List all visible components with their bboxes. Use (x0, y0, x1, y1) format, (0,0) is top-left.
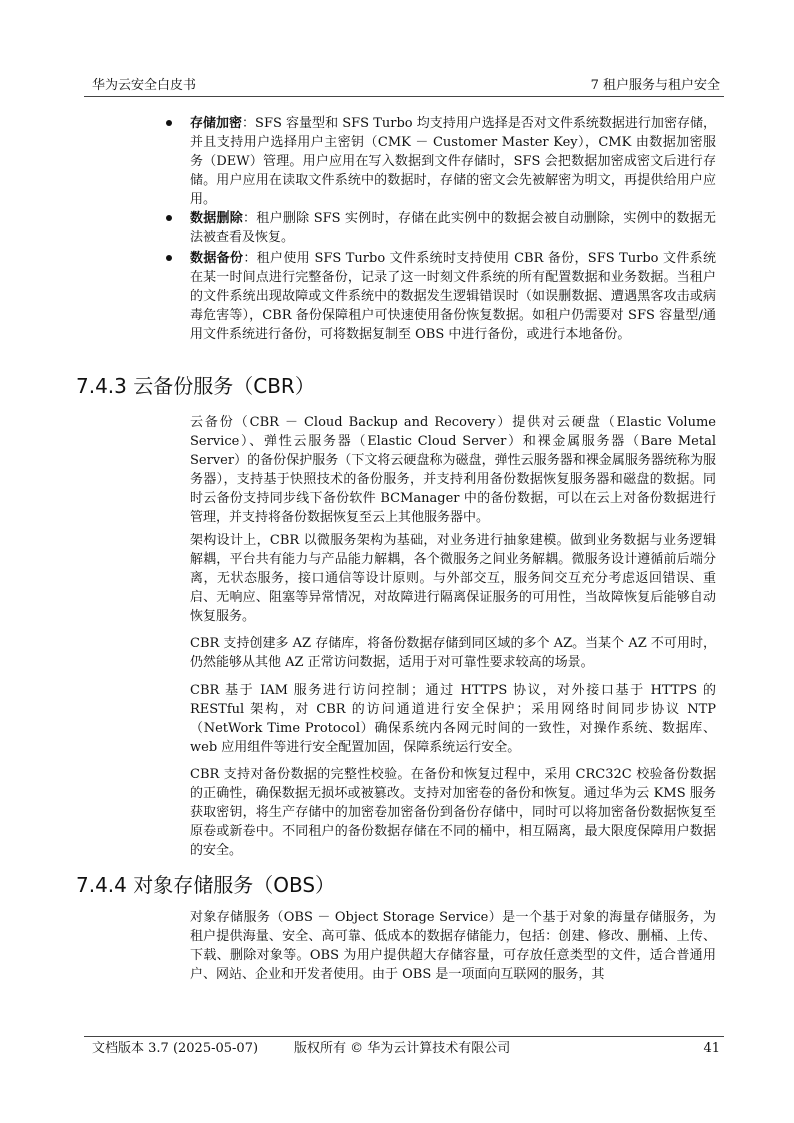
bullet-paragraph (190, 114, 716, 209)
bullet-text: ：SFS 容量型和 SFS Turbo 均支持用户选择是否对文件系统数据进行加密存储，并且支持用户选择用户主密钥（CMK － Customer Master Key），CMK 由数据加密服务（DEW）管理。用户应用在写入数据到文件存储时，SFS 会把数据加密成密文后进行存储。用户应用在读取文件系统中的数据时，存储的密文会先被解密为明文，再提供给用户应用。 (190, 116, 716, 207)
obs-paragraph-intro: 对象存储服务（OBS － Object Storage Service）是一个基于对象的海量存储服务，为租户提供海量、安全、高可靠、低成本的数据存储能力，包括：创建、修改、删桶、上传、下载、删除对象等。OBS 为用户提供超大存储容量，可存放任意类型的文件，适合普通用户、网站、企业和开发者使用。由于 OBS 是一项面向互联网的服务，其 (190, 910, 716, 982)
footer-version: 文档版本 3.7 (2025-05-07) (92, 1041, 259, 1056)
bullet-icon (166, 215, 172, 221)
header-doc-title: 华为云安全白皮书 (92, 78, 197, 93)
bullet-item-data-deletion (190, 209, 716, 247)
section-title-obs: 7.4.4 对象存储服务（OBS） (76, 873, 336, 897)
bullet-term: 数据删除 (190, 211, 244, 226)
bullet-icon (166, 255, 172, 261)
bullet-term: 存储加密 (190, 116, 243, 131)
page-header (84, 78, 724, 98)
header-divider (84, 96, 724, 97)
cbr-paragraph-architecture: 架构设计上，CBR 以微服务架构为基础，对业务进行抽象建模。做到业务数据与业务逻辑解耦，平台共有能力与产品能力解耦，各个微服务之间业务解耦。微服务设计遵循前后端分离，无状态服务，接口通信等设计原则。与外部交互，服务间交互充分考虑返回错误、重启、无响应、阻塞等异常情况，对故障进行隔离保证服务的可用性，当故障恢复后能够自动恢复服务。 (190, 533, 716, 624)
bullet-text: ：租户使用 SFS Turbo 文件系统时支持使用 CBR 备份，SFS Turbo 文件系统在某一时间点进行完整备份，记录了这一时刻文件系统的所有配置数据和业务数据。当租户的文件系统出现故障或文件系统中的数据发生逻辑错误时（如误删数据、遭遇黑客攻击或病毒危害等），CBR 备份保障租户可快速使用备份恢复数据。如租户仍需要对 SFS 容量型/通用文件系统进行备份，可将数据复制至 OBS 中进行备份，或进行本地备份。 (190, 251, 716, 342)
cbr-paragraph-access-control: CBR 基于 IAM 服务进行访问控制；通过 HTTPS 协议，对外接口基于 HTTPS 的 RESTful 架构，对 CBR 的访问通道进行安全保护；采用网络时间同步协议 NTP（NetWork Time Protocol）确保系统内各网元时间的一致性，对操作系统、数据库、web 应用组件等进行安全配置加固，保障系统运行安全。 (190, 683, 716, 755)
bullet-paragraph (190, 249, 716, 344)
page-number: 41 (703, 1041, 720, 1056)
section-title-cbr: 7.4.3 云备份服务（CBR） (76, 374, 315, 398)
bullet-item-storage-encryption (190, 114, 716, 209)
bullet-icon (166, 120, 172, 126)
footer-copyright: 版权所有 © 华为云计算技术有限公司 (294, 1041, 511, 1056)
bullet-item-data-backup (190, 249, 716, 344)
bullet-paragraph (190, 209, 716, 247)
cbr-paragraph-multi-az: CBR 支持创建多 AZ 存储库，将备份数据存储到同区域的多个 AZ。当某个 AZ 不可用时，仍然能够从其他 AZ 正常访问数据，适用于对可靠性要求较高的场景。 (190, 636, 716, 670)
bullet-text: ：租户删除 SFS 实例时，存储在此实例中的数据会被自动删除，实例中的数据无法被查看及恢复。 (190, 211, 716, 245)
bullet-term: 数据备份 (190, 251, 244, 266)
cbr-paragraph-intro: 云备份（CBR － Cloud Backup and Recovery）提供对云硬盘（Elastic Volume Service）、弹性云服务器（Elastic Cloud Server）和裸金属服务器（Bare Metal Server）的备份保护服务（下文将云硬盘称为磁盘，弹性云服务器和裸金属服务器统称为服务器），支持基于快照技术的备份服务，并支持利用备份数据恢复服务器和磁盘的数据。同时云备份支持同步线下备份软件 BCManager 中的备份数据，可以在云上对备份数据进行管理，并支持将备份数据恢复至云上其他服务器中。 (190, 415, 716, 525)
header-chapter: 7 租户服务与租户安全 (590, 78, 720, 93)
footer-divider (84, 1036, 724, 1037)
cbr-paragraph-integrity: CBR 支持对备份数据的完整性校验。在备份和恢复过程中，采用 CRC32C 校验备份数据的正确性，确保数据无损坏或被篡改。支持对加密卷的备份和恢复。通过华为云 KMS 服务获取密钥，将生产存储中的加密卷加密备份到备份存储中，同时可以将加密备份数据恢复至原卷或新卷中。不同租户的备份数据存储在不同的桶中，相互隔离，最大限度保障用户数据的安全。 (190, 767, 716, 858)
